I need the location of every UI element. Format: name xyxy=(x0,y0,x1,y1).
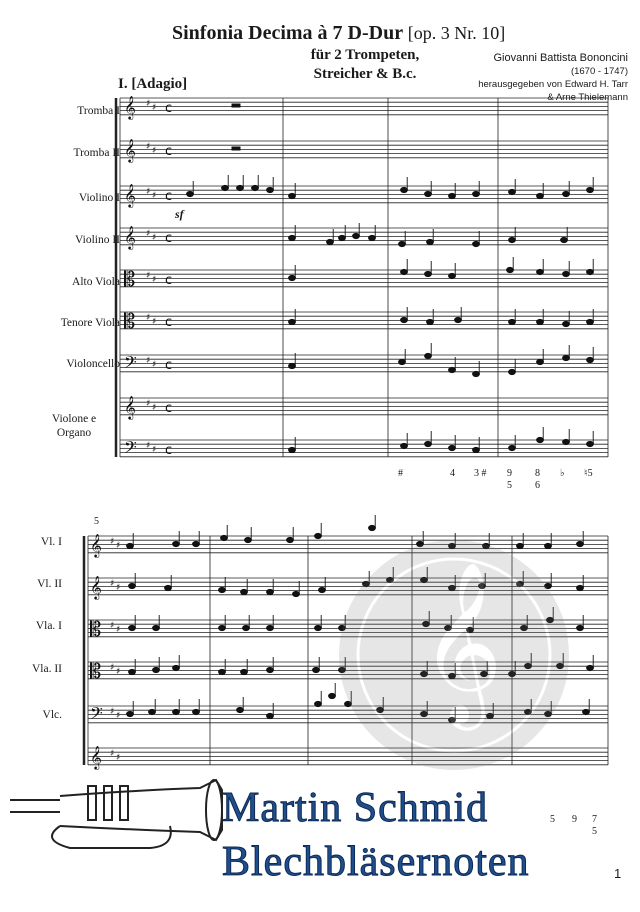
notehead xyxy=(517,543,524,548)
figure-3: 3 # xyxy=(474,468,487,479)
glyph: ♯ xyxy=(146,356,151,366)
notehead xyxy=(587,441,594,446)
notehead xyxy=(449,273,456,278)
notehead xyxy=(127,711,134,716)
glyph: 𝄢 xyxy=(124,437,137,461)
glyph: c xyxy=(165,315,173,330)
figure-s2-3: 7 xyxy=(592,814,597,825)
notehead xyxy=(449,367,456,372)
notehead xyxy=(509,319,516,324)
glyph: 𝄞 xyxy=(124,183,136,207)
notehead xyxy=(187,191,194,196)
glyph: 𝄞 xyxy=(124,395,136,419)
notehead xyxy=(563,321,570,326)
glyph: ♯ xyxy=(116,541,121,551)
notehead xyxy=(427,239,434,244)
glyph: 𝄞 xyxy=(90,575,102,599)
glyph: ♯ xyxy=(110,537,115,547)
glyph: 𝄡 xyxy=(90,659,102,683)
figure-6: 8 xyxy=(535,468,540,479)
label-vlc: Vlc. xyxy=(42,709,62,721)
notehead xyxy=(427,319,434,324)
editors-line2: & Arne Thielemann xyxy=(547,92,628,103)
glyph: c xyxy=(165,401,173,416)
glyph: ♯ xyxy=(146,399,151,409)
glyph: ♯ xyxy=(146,142,151,152)
notehead xyxy=(577,541,584,546)
notehead xyxy=(329,693,336,698)
notehead xyxy=(561,237,568,242)
glyph: c xyxy=(165,358,173,373)
notehead xyxy=(583,709,590,714)
label-tenore-viola: Tenore Viola xyxy=(60,317,120,329)
notehead xyxy=(401,187,408,192)
notehead xyxy=(267,625,274,630)
notehead xyxy=(401,269,408,274)
glyph: ♯ xyxy=(116,625,121,635)
notehead xyxy=(473,241,480,246)
glyph: c xyxy=(165,273,173,288)
notehead xyxy=(587,187,594,192)
label-violino-2: Violino II xyxy=(75,234,120,246)
staff-s1-6 xyxy=(120,355,608,372)
figure-s2-4: 5 xyxy=(592,826,597,837)
label-violone-line2: Organo xyxy=(56,427,92,439)
notehead xyxy=(509,237,516,242)
notehead xyxy=(473,191,480,196)
notehead xyxy=(399,241,406,246)
figure-1: # xyxy=(398,468,403,479)
notehead xyxy=(339,235,346,240)
staff-s1-7 xyxy=(120,398,608,415)
staff-s2-5 xyxy=(88,748,608,765)
glyph: ♯ xyxy=(146,187,151,197)
title-text: Sinfonia Decima à 7 D-Dur xyxy=(172,22,403,44)
notehead xyxy=(222,185,229,190)
notehead xyxy=(129,625,136,630)
notehead xyxy=(315,625,322,630)
staff-s2-0 xyxy=(88,536,608,553)
glyph: 𝄢 xyxy=(90,703,103,727)
notehead xyxy=(587,319,594,324)
notehead xyxy=(219,587,226,592)
staff-s1-3 xyxy=(120,228,608,245)
notehead xyxy=(241,669,248,674)
notehead xyxy=(537,359,544,364)
notehead xyxy=(537,193,544,198)
glyph: c xyxy=(165,101,173,116)
glyph: c xyxy=(165,144,173,159)
rest xyxy=(232,147,240,150)
glyph: c xyxy=(165,231,173,246)
notehead xyxy=(401,443,408,448)
notehead xyxy=(173,665,180,670)
glyph: ♯ xyxy=(110,621,115,631)
notehead xyxy=(289,275,296,280)
notehead xyxy=(369,525,376,530)
notehead xyxy=(267,713,274,718)
glyph: 𝄡 xyxy=(124,309,136,333)
notehead xyxy=(577,585,584,590)
glyph: ♯ xyxy=(116,667,121,677)
notehead xyxy=(537,269,544,274)
label-vla-1: Vla. I xyxy=(35,620,62,632)
label-tromba-2: Tromba II xyxy=(73,147,120,159)
editors-line1: herausgegeben von Edward H. Tarr xyxy=(478,79,628,90)
notehead xyxy=(289,235,296,240)
instrumentation-line2: Streicher & B.c. xyxy=(313,66,417,82)
staff-s1-5 xyxy=(120,312,608,329)
glyph: c xyxy=(165,189,173,204)
glyph: ♯ xyxy=(152,445,157,455)
notehead xyxy=(129,669,136,674)
label-vl-1: Vl. I xyxy=(40,536,62,548)
notehead xyxy=(267,667,274,672)
glyph: ♯ xyxy=(152,191,157,201)
figure-9: ♮5 xyxy=(584,468,593,479)
notehead xyxy=(509,189,516,194)
figure-s2-2: 9 xyxy=(572,814,577,825)
notehead xyxy=(473,447,480,452)
notehead xyxy=(193,541,200,546)
notehead xyxy=(221,535,228,540)
notehead xyxy=(315,701,322,706)
glyph: ♯ xyxy=(152,233,157,243)
publisher-subtitle[interactable]: Blechbläsernoten xyxy=(222,839,530,885)
glyph: 𝄞 xyxy=(124,95,136,119)
notehead xyxy=(267,589,274,594)
notehead xyxy=(537,319,544,324)
glyph: ♯ xyxy=(146,229,151,239)
glyph: 𝄞 xyxy=(124,225,136,249)
glyph: c xyxy=(165,443,173,458)
notehead xyxy=(327,239,334,244)
notehead xyxy=(353,233,360,238)
notehead xyxy=(219,669,226,674)
glyph: ♯ xyxy=(146,99,151,109)
notehead xyxy=(293,591,300,596)
figure-8: ♭ xyxy=(560,468,565,479)
composer-dates: (1670 - 1747) xyxy=(570,66,628,77)
figure-5: 5 xyxy=(507,480,512,491)
notehead xyxy=(425,353,432,358)
glyph: 𝄞 xyxy=(90,533,102,557)
notehead xyxy=(237,185,244,190)
notehead xyxy=(267,187,274,192)
figure-7: 6 xyxy=(535,480,540,491)
notehead xyxy=(173,541,180,546)
notehead xyxy=(449,445,456,450)
notehead xyxy=(237,707,244,712)
notehead xyxy=(315,533,322,538)
notehead xyxy=(245,537,252,542)
notehead xyxy=(289,363,296,368)
notehead xyxy=(243,625,250,630)
notehead xyxy=(401,317,408,322)
glyph: ♯ xyxy=(110,749,115,759)
glyph: ♯ xyxy=(116,583,121,593)
opus-number: [op. 3 Nr. 10] xyxy=(407,23,506,43)
glyph: ♯ xyxy=(152,103,157,113)
notehead xyxy=(173,709,180,714)
notehead xyxy=(455,317,462,322)
glyph: ♯ xyxy=(146,271,151,281)
notehead xyxy=(563,271,570,276)
notehead xyxy=(319,587,326,592)
figure-s2-1: 5 xyxy=(550,814,555,825)
figure-4: 9 xyxy=(507,468,512,479)
label-violone-line1: Violone e xyxy=(51,413,97,425)
glyph: ♯ xyxy=(146,313,151,323)
notehead xyxy=(587,269,594,274)
glyph: ♯ xyxy=(110,579,115,589)
glyph: 𝄢 xyxy=(124,352,137,376)
rest xyxy=(232,104,240,107)
notehead xyxy=(563,439,570,444)
notehead xyxy=(369,235,376,240)
glyph: 𝄡 xyxy=(124,267,136,291)
label-tromba-1: Tromba I xyxy=(77,105,120,117)
notehead xyxy=(165,585,172,590)
notehead xyxy=(545,543,552,548)
glyph: ♯ xyxy=(110,663,115,673)
movement-title: I. [Adagio] xyxy=(118,76,188,92)
notehead xyxy=(289,193,296,198)
notehead xyxy=(587,665,594,670)
notehead xyxy=(193,709,200,714)
notehead xyxy=(289,447,296,452)
watermark-logo xyxy=(339,540,569,770)
notehead xyxy=(289,319,296,324)
trumpet-icon xyxy=(10,780,222,848)
glyph: ♯ xyxy=(116,753,121,763)
notehead xyxy=(563,191,570,196)
composer-name: Giovanni Battista Bononcini xyxy=(493,52,628,64)
notehead xyxy=(425,441,432,446)
label-alto-viola: Alto Viola xyxy=(72,276,120,288)
svg-text:𝄞: 𝄞 xyxy=(420,561,503,724)
notehead xyxy=(153,625,160,630)
measure-number: 5 xyxy=(94,516,99,527)
notehead xyxy=(473,371,480,376)
glyph: ♯ xyxy=(152,317,157,327)
glyph: ♯ xyxy=(146,441,151,451)
notehead xyxy=(153,667,160,672)
notehead xyxy=(537,437,544,442)
notehead xyxy=(509,445,516,450)
glyph: ♯ xyxy=(110,707,115,717)
notehead xyxy=(399,359,406,364)
notehead xyxy=(127,543,134,548)
label-violoncello: Violoncello xyxy=(66,358,120,370)
staff-s1-4 xyxy=(120,270,608,287)
notehead xyxy=(577,625,584,630)
notehead xyxy=(287,537,294,542)
dynamic-sf: sf xyxy=(175,207,184,221)
notehead xyxy=(449,193,456,198)
page-number: 1 xyxy=(614,866,622,881)
label-violino-1: Violino I xyxy=(78,192,120,204)
glyph: ♯ xyxy=(152,275,157,285)
glyph: ♯ xyxy=(152,403,157,413)
glyph: ♯ xyxy=(152,360,157,370)
notehead xyxy=(425,271,432,276)
notehead xyxy=(252,185,259,190)
notehead xyxy=(129,583,136,588)
label-vl-2: Vl. II xyxy=(37,578,62,590)
notehead xyxy=(313,667,320,672)
publisher-name[interactable]: Martin Schmid xyxy=(222,785,489,831)
label-vla-2: Vla. II xyxy=(31,663,62,675)
notehead xyxy=(425,191,432,196)
notehead xyxy=(509,369,516,374)
glyph: 𝄡 xyxy=(90,617,102,641)
notehead xyxy=(587,357,594,362)
glyph: ♯ xyxy=(116,711,121,721)
notehead xyxy=(149,709,156,714)
glyph: 𝄞 xyxy=(124,138,136,162)
staff-s1-0 xyxy=(120,98,608,115)
staff-s1-1 xyxy=(120,141,608,158)
glyph: 𝄞 xyxy=(90,745,102,769)
notehead xyxy=(241,589,248,594)
notehead xyxy=(507,267,514,272)
instrumentation-line1: für 2 Trompeten, xyxy=(310,47,420,63)
glyph: ♯ xyxy=(152,146,157,156)
figure-2: 4 xyxy=(450,468,455,479)
notehead xyxy=(219,625,226,630)
notehead xyxy=(563,355,570,360)
staff-s1-8 xyxy=(120,440,608,457)
